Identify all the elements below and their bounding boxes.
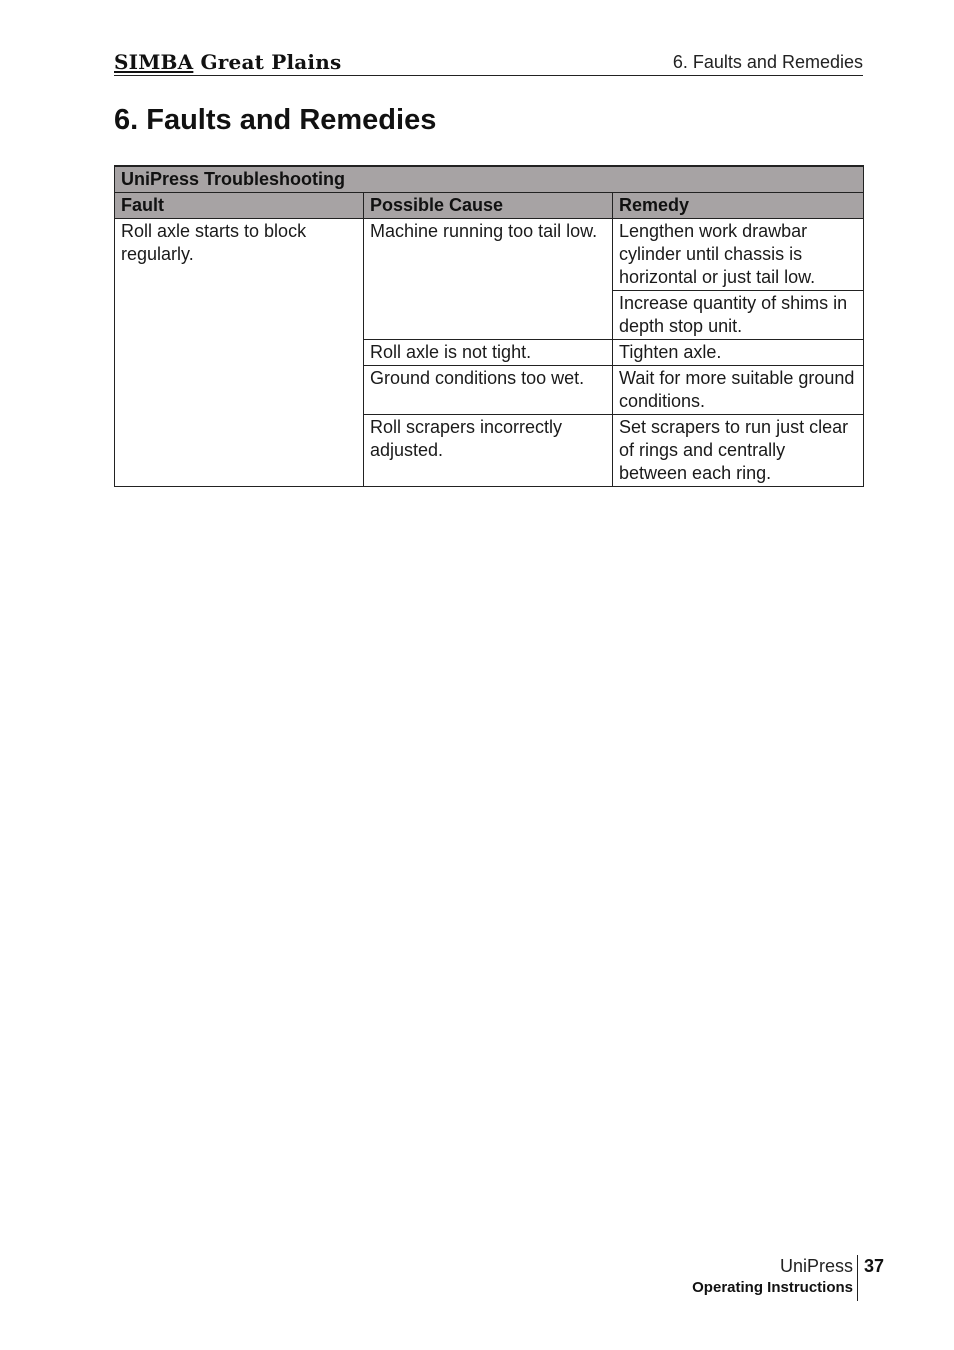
cause-cell: Ground conditions too wet.	[364, 366, 613, 415]
table-caption-row	[115, 166, 864, 193]
troubleshooting-table	[114, 165, 864, 487]
page-number: 37	[864, 1256, 885, 1276]
page-header	[114, 46, 863, 76]
remedy-cell: Tighten axle.	[613, 340, 864, 366]
header-section-title: 6. Faults and Remedies	[672, 52, 863, 72]
page-footer	[692, 1255, 858, 1301]
footer-subtitle: Operating Instructions	[692, 1279, 853, 1296]
table-header-row	[115, 193, 864, 219]
remedy-cell: Increase quantity of shims in depth stop unit.	[613, 291, 864, 340]
cause-cell: Machine running too tail low.	[364, 219, 613, 340]
column-header-cause: Possible Cause	[364, 193, 613, 219]
table-caption: UniPress Troubleshooting	[115, 166, 864, 193]
brand-great-plains: Great Plains	[193, 50, 342, 74]
cause-cell: Roll axle is not tight.	[364, 340, 613, 366]
table-row	[115, 219, 864, 291]
remedy-cell: Lengthen work drawbar cylinder until chassis is horizontal or just tail low.	[613, 219, 864, 291]
footer-product-name: UniPress	[779, 1256, 853, 1276]
column-header-remedy: Remedy	[613, 193, 864, 219]
page-title: 6. Faults and Remedies	[114, 104, 437, 136]
cause-cell: Roll scrapers incorrectly adjusted.	[364, 415, 613, 487]
remedy-cell: Wait for more suitable ground conditions.	[613, 366, 864, 415]
fault-cell: Roll axle starts to block regularly.	[115, 219, 364, 487]
column-header-fault: Fault	[115, 193, 364, 219]
brand-simba: SIMBA	[114, 50, 194, 74]
remedy-cell: Set scrapers to run just clear of rings and centrally between each ring.	[613, 415, 864, 487]
brand-logo	[114, 50, 341, 74]
